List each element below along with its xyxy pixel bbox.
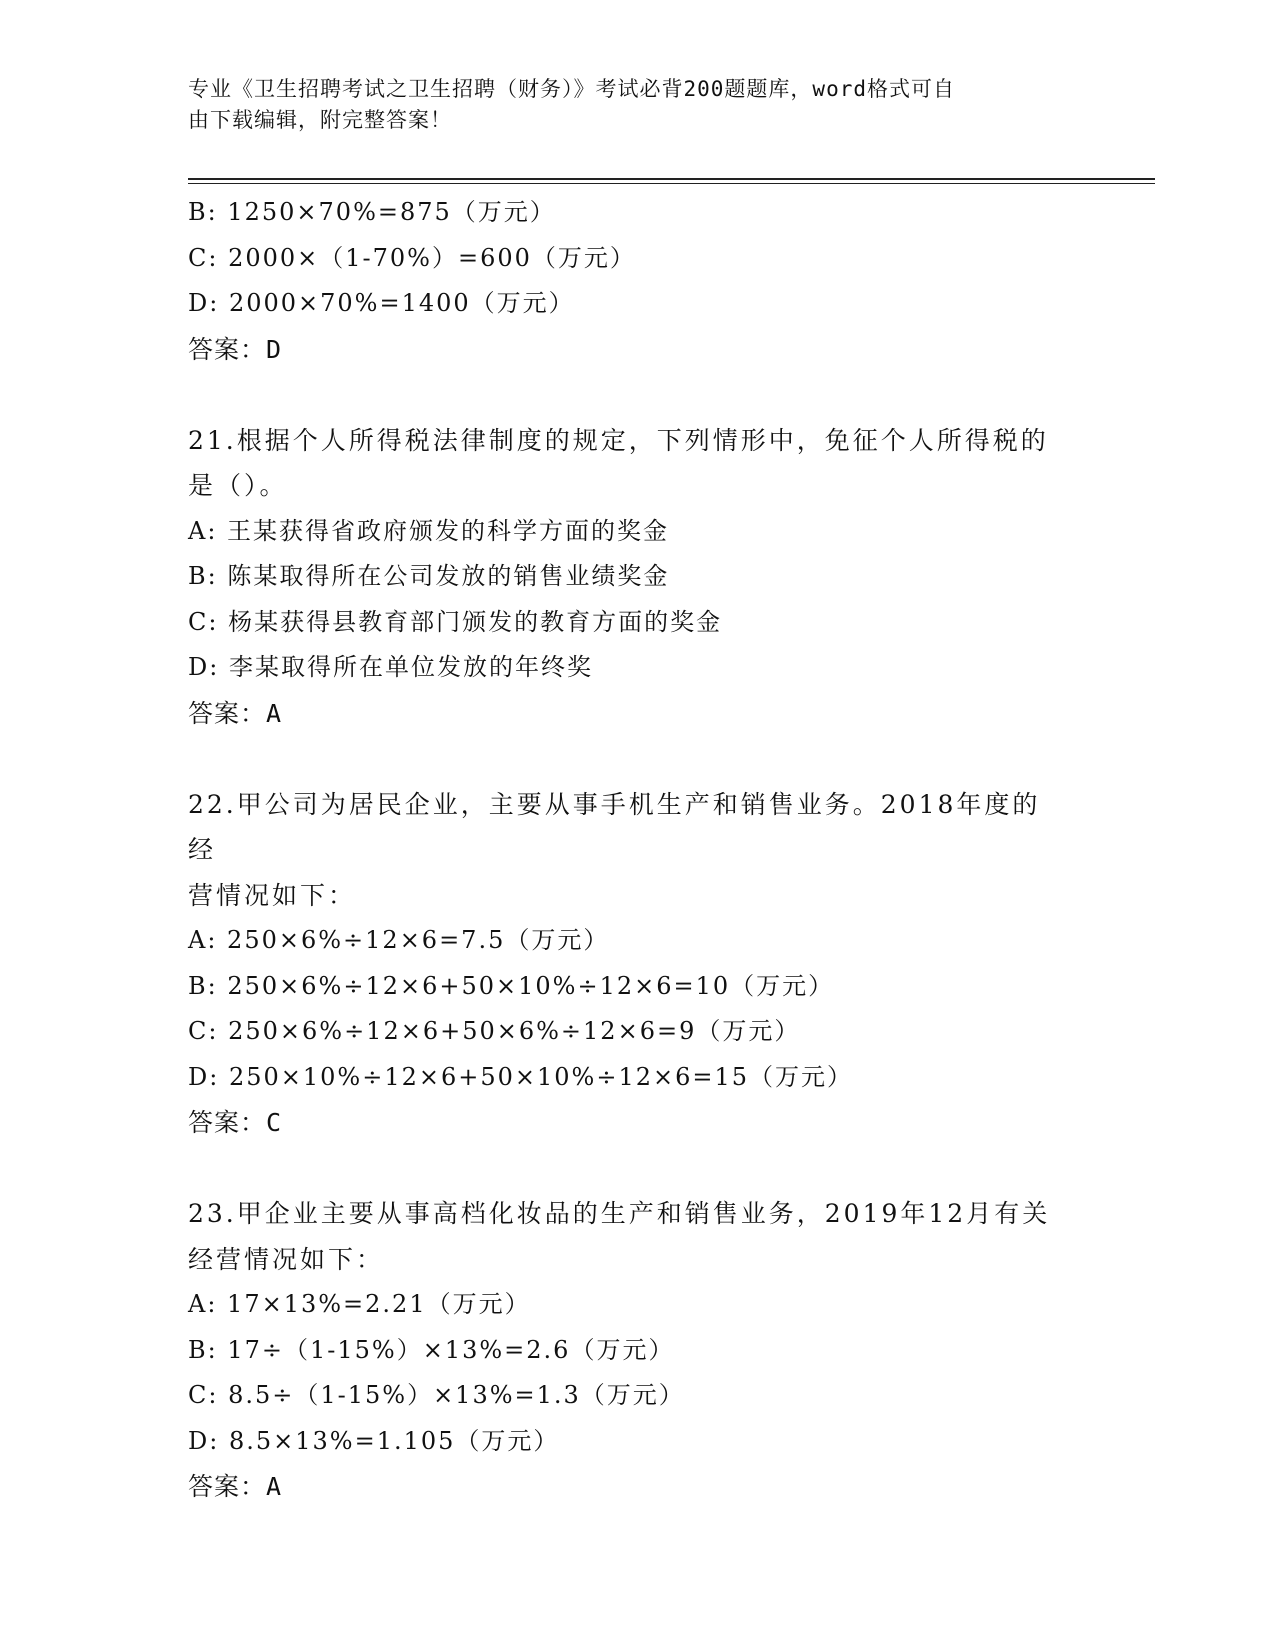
question-stem: 22.甲公司为居民企业，主要从事手机生产和销售业务。2018年度的经 bbox=[188, 789, 1041, 864]
spacer bbox=[188, 736, 1088, 782]
header-line-1: 专业《卫生招聘考试之卫生招聘（财务）》考试必背200题题库，word格式可自 bbox=[188, 77, 955, 101]
answer: 答案：D bbox=[188, 334, 283, 364]
question-23 bbox=[188, 1191, 1088, 1510]
option-a: A: 17×13%=2.21（万元） bbox=[188, 1290, 531, 1318]
option-c: C: 8.5÷（1-15%）×13%=1.3（万元） bbox=[188, 1381, 685, 1409]
option-d: D: 8.5×13%=1.105（万元） bbox=[188, 1426, 560, 1455]
option-c: C: 2000×（1-70%）=600（万元） bbox=[188, 243, 636, 272]
option-b: B: 250×6%÷12×6+50×10%÷12×6=10（万元） bbox=[188, 971, 835, 1000]
option-c: C: 250×6%÷12×6+50×6%÷12×6=9（万元） bbox=[188, 1017, 801, 1045]
question-21 bbox=[188, 418, 1088, 737]
question-stem: 21.根据个人所得税法律制度的规定，下列情形中，免征个人所得税的 bbox=[188, 425, 1049, 455]
option-a: A: 250×6%÷12×6=7.5（万元） bbox=[188, 926, 610, 954]
header-line-2: 由下载编辑，附完整答案！ bbox=[188, 108, 452, 132]
option-b: B: 17÷（1-15%）×13%=2.6（万元） bbox=[188, 1335, 675, 1364]
answer: 答案：A bbox=[188, 1472, 283, 1501]
question-stem-cont: 经营情况如下： bbox=[188, 1244, 385, 1274]
question-stem-cont: 营情况如下： bbox=[188, 880, 357, 910]
question-stem-cont: 是（）。 bbox=[188, 471, 288, 500]
page-header bbox=[188, 74, 1068, 136]
option-d: D: 250×10%÷12×6+50×10%÷12×6=15（万元） bbox=[188, 1062, 854, 1091]
header-divider bbox=[188, 178, 1155, 180]
answer: 答案：C bbox=[188, 1108, 283, 1137]
option-b: B: 陈某取得所在公司发放的销售业绩奖金 bbox=[188, 562, 670, 590]
option-d: D: 李某取得所在单位发放的年终奖 bbox=[188, 653, 593, 681]
option-d: D: 2000×70%=1400（万元） bbox=[188, 289, 575, 317]
option-c: C: 杨某获得县教育部门颁发的教育方面的奖金 bbox=[188, 607, 723, 636]
document-body bbox=[188, 190, 1088, 1510]
question-22 bbox=[188, 782, 1088, 1146]
prev-question bbox=[188, 190, 1088, 372]
option-a: A: 王某获得省政府颁发的科学方面的奖金 bbox=[188, 516, 670, 545]
header-divider-thin bbox=[188, 183, 1155, 184]
spacer bbox=[188, 1146, 1088, 1192]
answer: 答案：A bbox=[188, 698, 283, 728]
option-b: B: 1250×70%=875（万元） bbox=[188, 198, 556, 226]
question-stem: 23.甲企业主要从事高档化妆品的生产和销售业务，2019年12月有关 bbox=[188, 1199, 1051, 1228]
spacer bbox=[188, 372, 1088, 418]
